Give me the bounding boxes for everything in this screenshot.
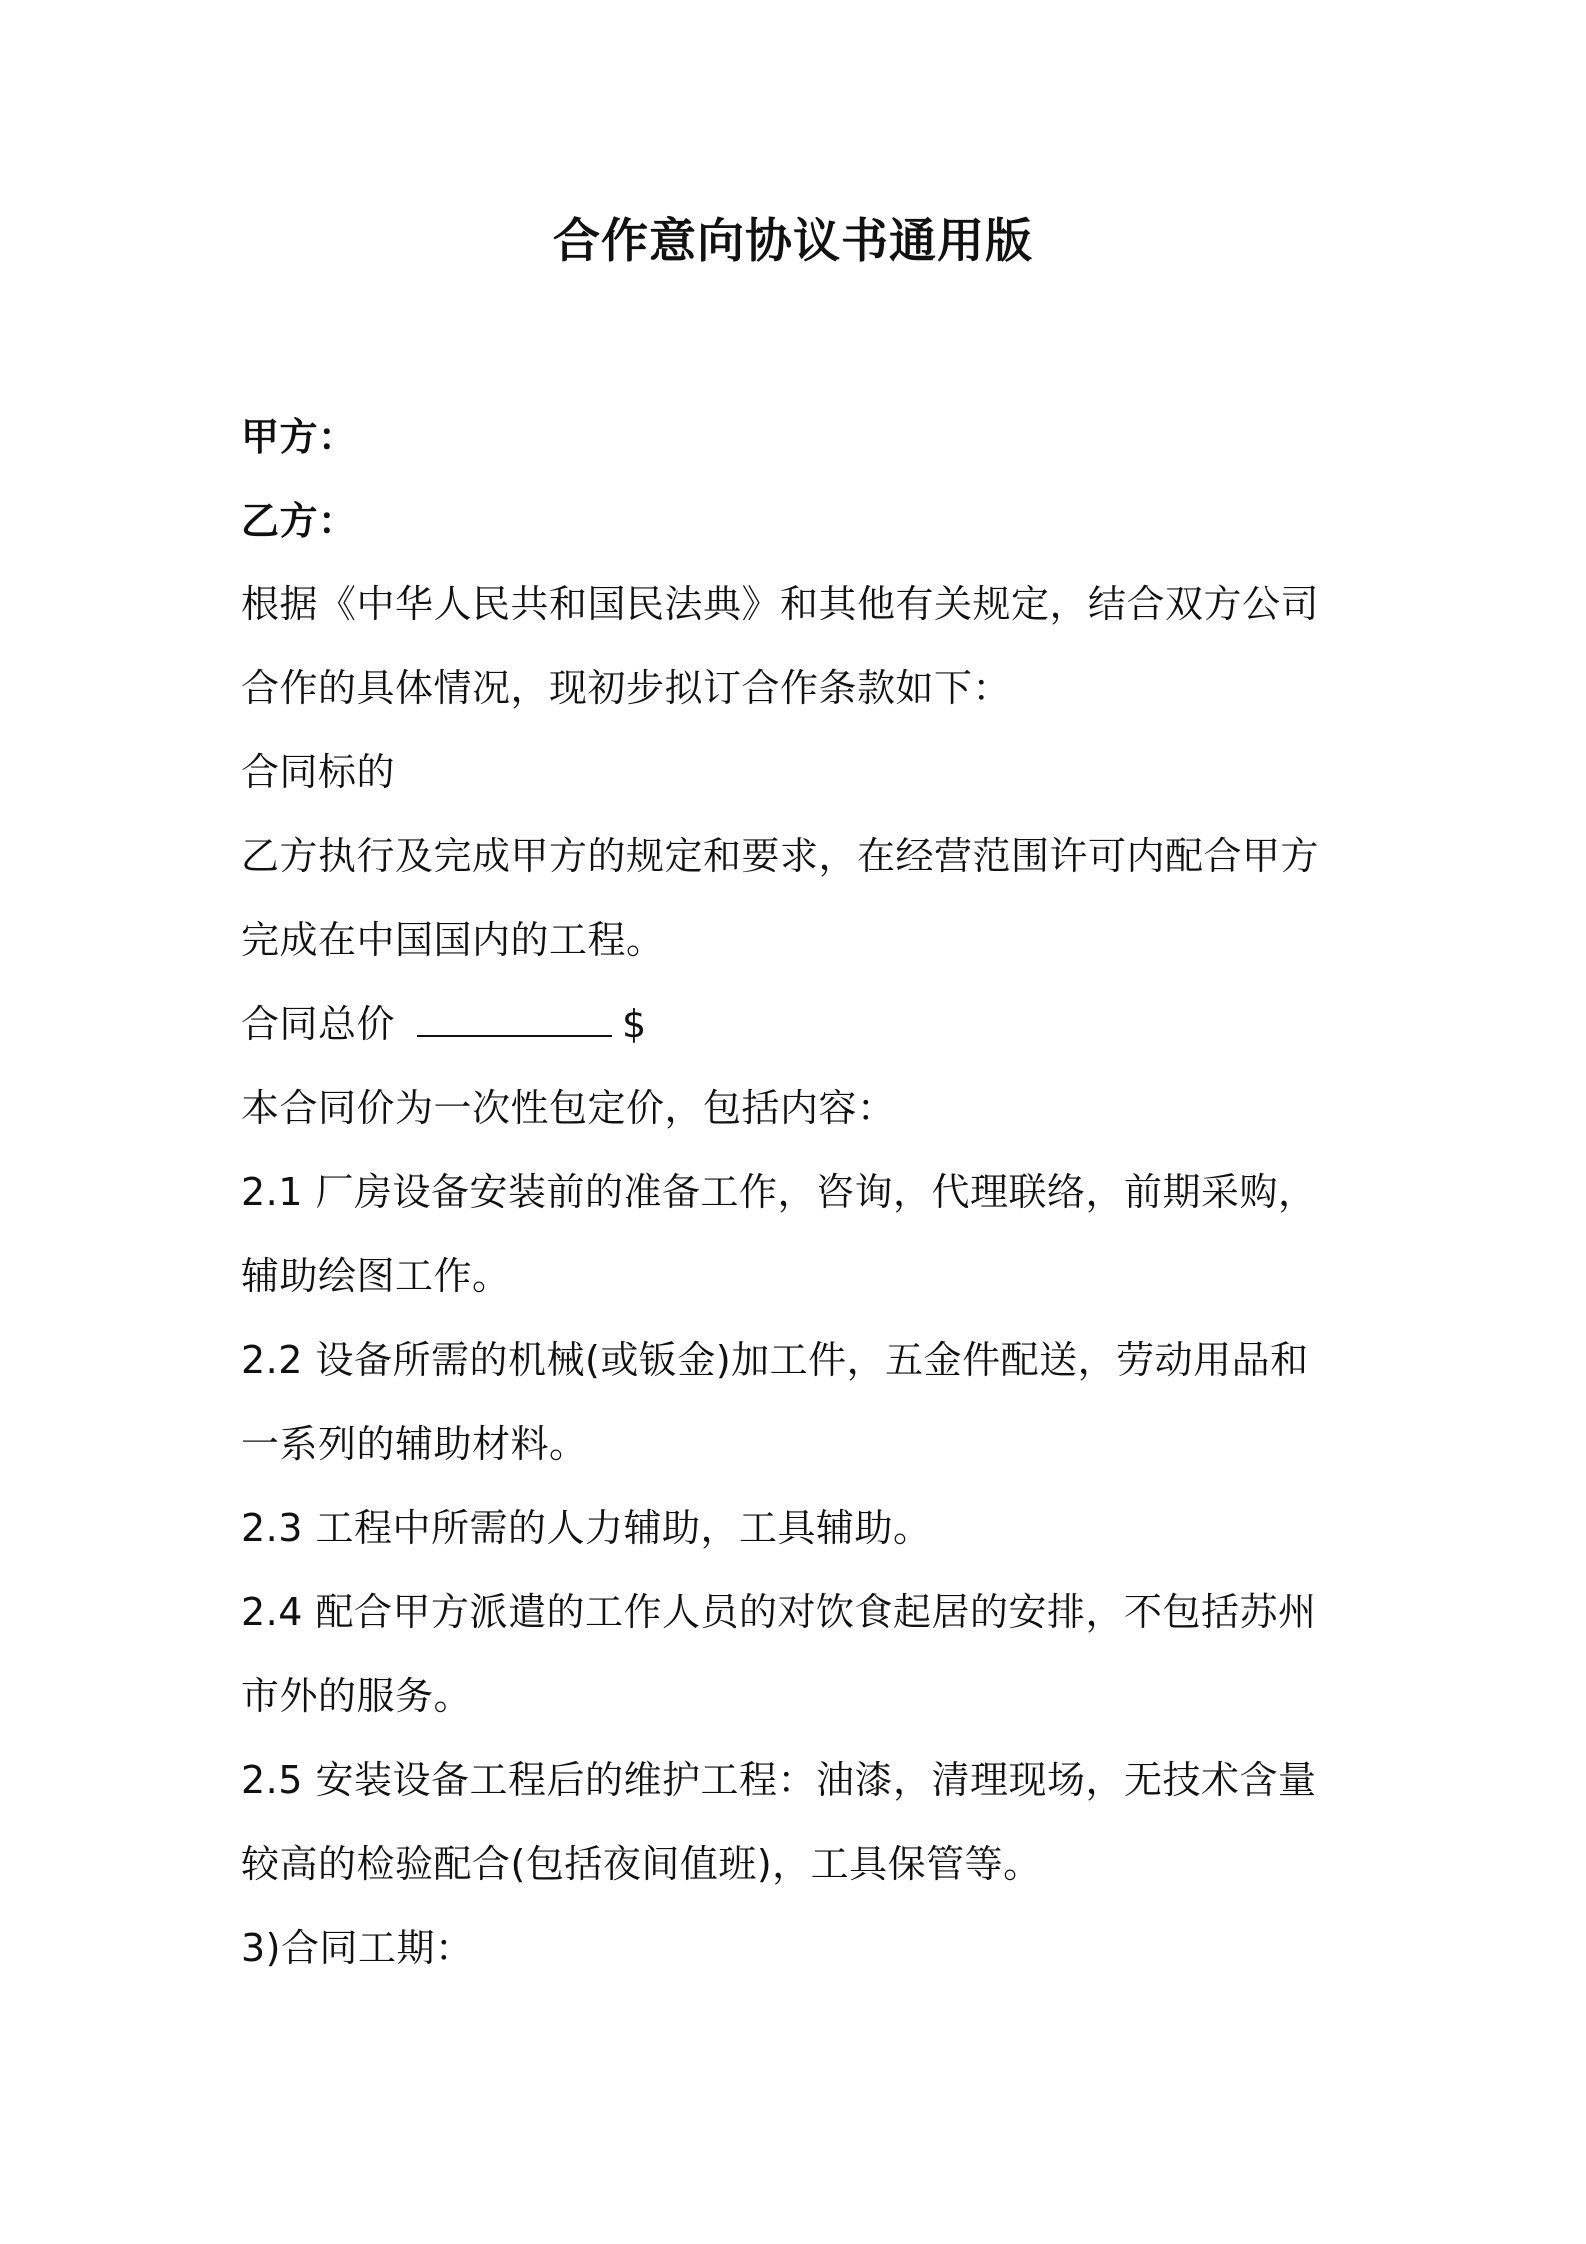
intro-text-line-1: 根据《中华人民共和国民法典》和其他有关规定，结合双方公司 bbox=[241, 582, 1320, 626]
document-title: 合作意向协议书通用版 bbox=[553, 214, 1033, 269]
item-2-1-line-1: 2.1 厂房设备安装前的准备工作，咨询，代理联络，前期采购， bbox=[241, 1170, 1317, 1214]
item-2-1-line-2: 辅助绘图工作。 bbox=[241, 1254, 511, 1298]
item-2-3-line-1: 2.3 工程中所需的人力辅助，工具辅助。 bbox=[241, 1506, 932, 1550]
total-price-blank bbox=[417, 1001, 612, 1037]
item-2-2-line-2: 一系列的辅助材料。 bbox=[241, 1422, 588, 1466]
item-2-4-line-1: 2.4 配合甲方派遣的工作人员的对饮食起居的安排，不包括苏州 bbox=[241, 1590, 1317, 1634]
intro-text-line-2: 合作的具体情况，现初步拟订合作条款如下： bbox=[241, 666, 1012, 710]
item-2-5-line-1: 2.5 安装设备工程后的维护工程：油漆，清理现场，无技术含量 bbox=[241, 1758, 1317, 1802]
subject-text-line-1: 乙方执行及完成甲方的规定和要求，在经营范围许可内配合甲方 bbox=[241, 834, 1320, 878]
party-b-label: 乙方： bbox=[241, 499, 357, 543]
subject-heading: 合同标的 bbox=[241, 750, 396, 794]
total-price-currency: $ bbox=[622, 1002, 647, 1046]
subject-text-line-2: 完成在中国国内的工程。 bbox=[241, 918, 665, 962]
party-a-label: 甲方： bbox=[241, 415, 357, 459]
item-2-4-line-2: 市外的服务。 bbox=[241, 1674, 473, 1718]
contract-term-heading: 3)合同工期： bbox=[241, 1926, 474, 1970]
item-2-5-line-2: 较高的检验配合(包括夜间值班)，工具保管等。 bbox=[241, 1842, 1042, 1886]
total-price-label: 合同总价 bbox=[241, 1002, 396, 1046]
total-price-row bbox=[241, 1000, 1371, 1048]
item-2-2-line-1: 2.2 设备所需的机械(或钣金)加工件，五金件配送，劳动用品和 bbox=[241, 1338, 1309, 1382]
price-description: 本合同价为一次性包定价，包括内容： bbox=[241, 1086, 896, 1130]
